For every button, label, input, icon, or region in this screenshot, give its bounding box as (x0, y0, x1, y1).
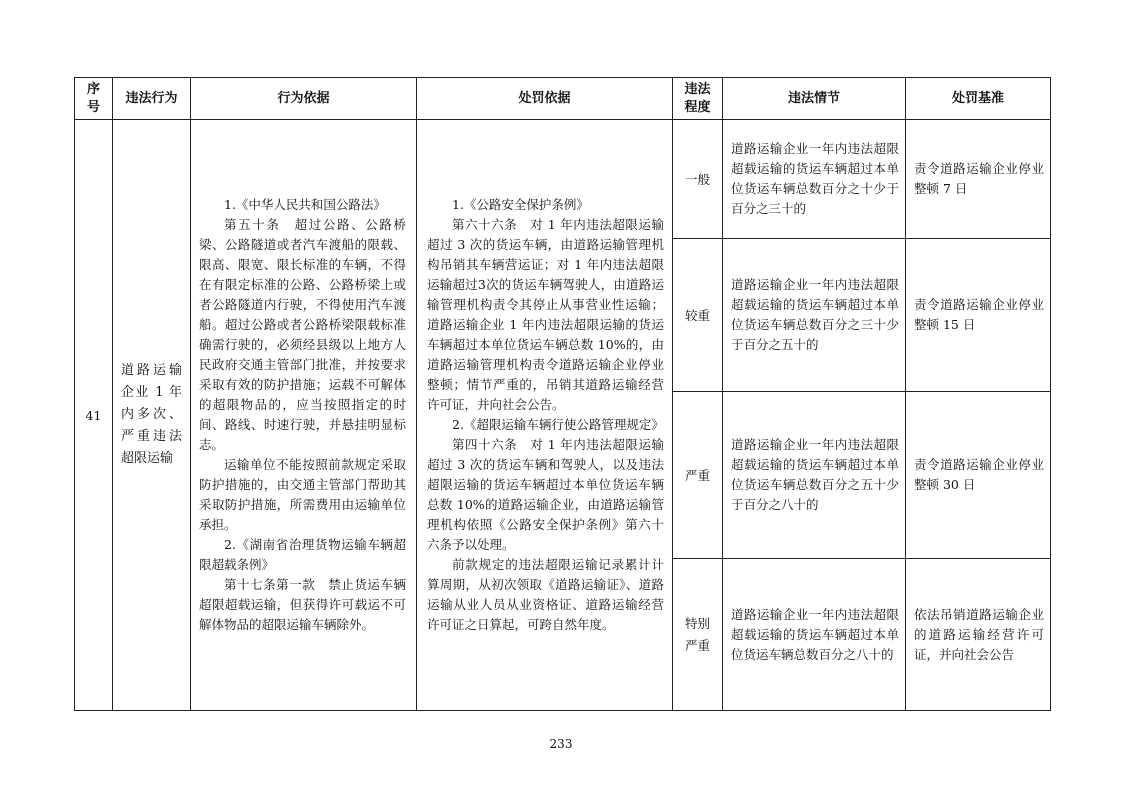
act-text: 道路运输企业 1 年内多次、严重违法超限运输 (121, 363, 182, 466)
circumstance-grave (723, 392, 906, 559)
penalty-table (74, 77, 1051, 711)
penalty-article-66: 第六十六条 对 1 年内违法超限运输超过 3 次的货运车辆，由道路运输管理机构吊销其车辆营运证；对 1 年内违法超限运输超过3次的货运车辆驾驶人，由道路运输管理机构责令其停止从事营业性运输；道路运输企业 1 年内违法超限运输的货运车辆超过本单位货运车辆总数 10%的，由道路运输管理机构责令道路运输企业停业整顿；情节严重的，吊销其道路运输经营许可证，并向社会公告。 (427, 217, 664, 412)
penalty-basis-cell (417, 120, 673, 711)
basis-law-title-1: 1.《中华人民共和国公路法》 (224, 197, 386, 212)
circumstance-text: 道路运输企业一年内违法超限超载运输的货运车辆超过本单位货运车辆总数百分之三十少于百分之五十的 (731, 277, 899, 352)
act-cell (113, 120, 191, 711)
standard-text: 责令道路运输企业停业整顿 30 日 (914, 457, 1044, 492)
standard-text: 责令道路运输企业停业整顿 7 日 (914, 161, 1044, 196)
degree-general: 一般 (673, 120, 723, 239)
header-basis: 行为依据 (191, 78, 417, 120)
circumstance-text: 道路运输企业一年内违法超限超载运输的货运车辆超过本单位货运车辆总数百分之五十少于百分之八十的 (731, 437, 899, 512)
penalty-article-46: 第四十六条 对 1 年内违法超限运输超过 3 次的货运车辆和驾驶人，以及违法超限运输的货运车辆超过本单位货运车辆总数 10%的道路运输企业，由道路运输管理机构依照《公路安全保护条例》第六十六条予以处理。 (427, 437, 664, 552)
basis-article-17: 第十七条第一款 禁止货运车辆超限超载运输，但获得许可载运不可解体物品的超限运输车辆除外。 (199, 577, 406, 632)
degree-grave: 严重 (673, 392, 723, 559)
degree-extreme (673, 559, 723, 711)
penalty-law-title-2: 2.《超限运输车辆行使公路管理规定》 (452, 417, 664, 432)
penalty-law-title-1: 1.《公路安全保护条例》 (452, 197, 589, 212)
header-circumstance: 违法情节 (723, 78, 906, 120)
basis-law-title-2: 2.《湖南省治理货物运输车辆超限超载条例》 (199, 537, 406, 572)
circumstance-serious (723, 239, 906, 392)
standard-text: 依法吊销道路运输企业的道路运输经营许可证，并向社会公告 (914, 606, 1044, 662)
circumstance-extreme (723, 559, 906, 711)
basis-article-50: 第五十条 超过公路、公路桥梁、公路隧道或者汽车渡船的限载、限高、限宽、限长标准的车辆，不得在有限定标准的公路、公路桥梁上或者公路隧道内行驶，不得使用汽车渡船。超过公路或者公路桥梁限载标准确需行驶的，必须经县级以上地方人民政府交通主管部门批准，并按要求采取有效的防护措施；运载不可解体的超限物品的，应当按照指定的时间、路线、时速行驶，并悬挂明显标志。 (199, 217, 406, 452)
degree-serious: 较重 (673, 239, 723, 392)
standard-grave (906, 392, 1051, 559)
circumstance-general (723, 120, 906, 239)
table-row (75, 120, 1051, 239)
header-standard: 处罚基准 (906, 78, 1051, 120)
header-penalty-basis: 处罚依据 (417, 78, 673, 120)
seq-cell: 41 (75, 120, 113, 711)
standard-general (906, 120, 1051, 239)
degree-extreme-text: 特别严重 (685, 615, 711, 653)
header-degree: 违法程度 (673, 78, 723, 120)
circumstance-text: 道路运输企业一年内违法超限超载运输的货运车辆超过本单位货运车辆总数百分之八十的 (731, 606, 899, 662)
standard-extreme (906, 559, 1051, 711)
standard-text: 责令道路运输企业停业整顿 15 日 (914, 297, 1044, 332)
header-seq: 序号 (75, 78, 113, 120)
penalty-article-46-para2: 前款规定的违法超限运输记录累计计算周期，从初次领取《道路运输证》、道路运输从业人员从业资格证、道路运输经营许可证之日算起，可跨自然年度。 (427, 557, 664, 632)
circumstance-text: 道路运输企业一年内违法超限超载运输的货运车辆超过本单位货运车辆总数百分之十少于百分之三十的 (731, 141, 899, 216)
basis-cell (191, 120, 417, 711)
header-act: 违法行为 (113, 78, 191, 120)
basis-article-50-para2: 运输单位不能按照前款规定采取防护措施的，由交通主管部门帮助其采取防护措施，所需费用由运输单位承担。 (199, 457, 406, 532)
header-row (75, 78, 1051, 120)
page-number: 233 (549, 737, 573, 751)
standard-serious (906, 239, 1051, 392)
